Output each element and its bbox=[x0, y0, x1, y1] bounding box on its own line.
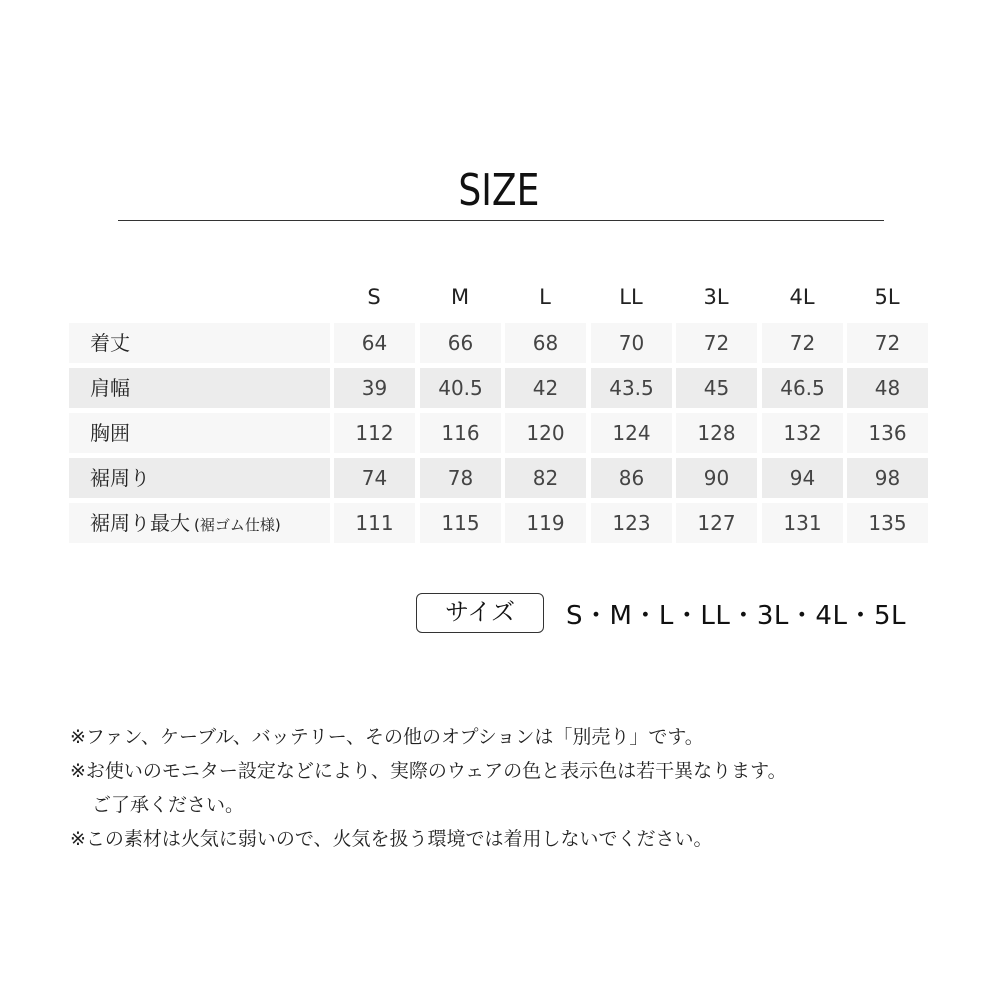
row-label bbox=[69, 323, 330, 363]
row-label bbox=[69, 413, 330, 453]
table-row bbox=[69, 368, 931, 408]
table-cell: 66 bbox=[420, 323, 501, 363]
table-cell: 82 bbox=[505, 458, 586, 498]
table-row bbox=[69, 413, 931, 453]
row-label-text: 裾周り最大 bbox=[90, 511, 190, 535]
row-label-text: 胸囲 bbox=[90, 421, 130, 445]
note-line: ※ファン、ケーブル、バッテリー、その他のオプションは「別売り」です。 bbox=[70, 726, 704, 748]
table-cell: 42 bbox=[505, 368, 586, 408]
table-cell: 74 bbox=[334, 458, 415, 498]
header-size-4l: 4L bbox=[789, 285, 815, 309]
row-label-text: 着丈 bbox=[90, 331, 130, 355]
table-cell: 136 bbox=[847, 413, 928, 453]
size-table bbox=[69, 276, 931, 543]
header-size-3l: 3L bbox=[703, 285, 729, 309]
size-header-row bbox=[69, 276, 931, 318]
table-cell: 124 bbox=[591, 413, 672, 453]
table-cell: 72 bbox=[762, 323, 843, 363]
table-cell: 128 bbox=[676, 413, 757, 453]
table-cell: 64 bbox=[334, 323, 415, 363]
page-title: SIZE bbox=[458, 165, 540, 216]
table-cell: 45 bbox=[676, 368, 757, 408]
title-divider bbox=[118, 220, 884, 221]
row-label-text: 裾周り bbox=[90, 466, 150, 490]
table-cell: 46.5 bbox=[762, 368, 843, 408]
table-cell: 39 bbox=[334, 368, 415, 408]
note-line: ※お使いのモニター設定などにより、実際のウェアの色と表示色は若干異なります。 bbox=[70, 760, 787, 782]
table-cell: 135 bbox=[847, 503, 928, 543]
row-label-note: (裾ゴム仕様) bbox=[194, 516, 281, 534]
table-cell: 127 bbox=[676, 503, 757, 543]
table-cell: 72 bbox=[847, 323, 928, 363]
table-row bbox=[69, 323, 931, 363]
table-row bbox=[69, 503, 931, 543]
table-row bbox=[69, 458, 931, 498]
table-cell: 48 bbox=[847, 368, 928, 408]
table-cell: 123 bbox=[591, 503, 672, 543]
table-cell: 98 bbox=[847, 458, 928, 498]
table-cell: 90 bbox=[676, 458, 757, 498]
table-cell: 70 bbox=[591, 323, 672, 363]
row-label bbox=[69, 503, 330, 543]
table-cell: 120 bbox=[505, 413, 586, 453]
table-cell: 111 bbox=[334, 503, 415, 543]
table-cell: 112 bbox=[334, 413, 415, 453]
table-cell: 115 bbox=[420, 503, 501, 543]
table-cell: 78 bbox=[420, 458, 501, 498]
table-cell: 132 bbox=[762, 413, 843, 453]
table-cell: 94 bbox=[762, 458, 843, 498]
table-cell: 131 bbox=[762, 503, 843, 543]
size-list: S・M・L・LL・3L・4L・5L bbox=[566, 600, 906, 631]
header-size-m: M bbox=[450, 285, 470, 309]
header-size-s: S bbox=[367, 285, 381, 309]
note-line: ご了承ください。 bbox=[92, 794, 245, 816]
header-size-5l: 5L bbox=[874, 285, 900, 309]
table-cell: 68 bbox=[505, 323, 586, 363]
table-cell: 40.5 bbox=[420, 368, 501, 408]
row-label-text: 肩幅 bbox=[90, 376, 130, 400]
notes bbox=[70, 720, 950, 856]
table-cell: 86 bbox=[591, 458, 672, 498]
table-cell: 116 bbox=[420, 413, 501, 453]
row-label bbox=[69, 368, 330, 408]
available-sizes bbox=[416, 592, 906, 634]
table-cell: 72 bbox=[676, 323, 757, 363]
table-cell: 43.5 bbox=[591, 368, 672, 408]
table-cell: 119 bbox=[505, 503, 586, 543]
note-line: ※この素材は火気に弱いので、火気を扱う環境では着用しないでください。 bbox=[70, 828, 713, 850]
row-label bbox=[69, 458, 330, 498]
size-badge: サイズ bbox=[416, 593, 544, 633]
header-size-l: L bbox=[539, 285, 551, 309]
header-size-ll: LL bbox=[619, 285, 643, 309]
